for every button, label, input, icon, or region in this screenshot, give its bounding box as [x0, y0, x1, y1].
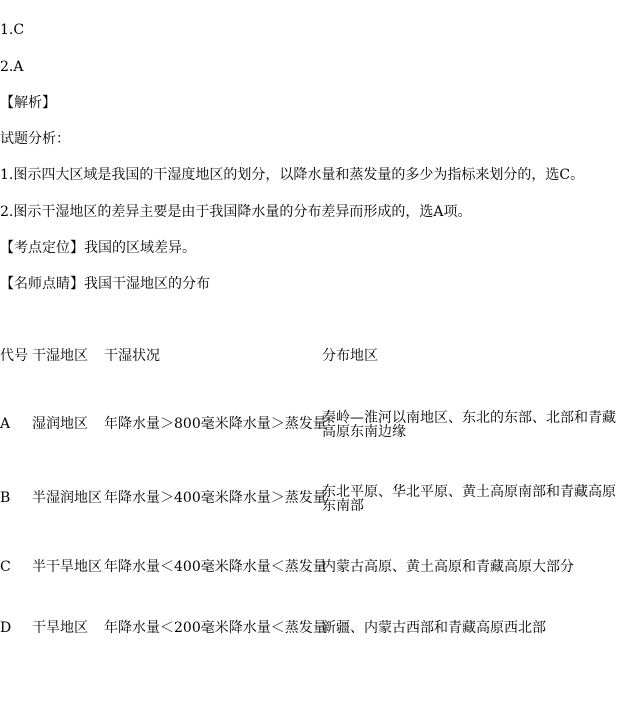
kaodian-label: 【考点定位】: [0, 240, 84, 256]
mingshi-line: [0, 276, 210, 292]
analysis-subheading: 试题分析：: [0, 131, 70, 147]
analysis-point-2: 2.图示干湿地区的差异主要是由于我国降水量的分布差异而形成的，选A项。: [0, 204, 472, 220]
row-region: 半干旱地区: [32, 559, 102, 575]
kaodian-line: [0, 240, 196, 256]
analysis-heading: 【解析】: [0, 95, 56, 111]
row-code: A: [0, 416, 11, 432]
row-status: 年降水量＜400毫米降水量＜蒸发量: [104, 559, 327, 575]
mingshi-label: 【名师点睛】: [0, 276, 84, 292]
row-region: 半湿润地区: [32, 490, 102, 506]
row-status: 年降水量＞400毫米降水量＞蒸发量: [104, 490, 327, 506]
header-distribution: 分布地区: [322, 348, 378, 364]
header-code: 代号: [0, 348, 28, 364]
row-status: 年降水量＞800毫米降水量＞蒸发量: [104, 416, 327, 432]
row-distribution: 内蒙古高原、黄土高原和青藏高原大部分: [322, 559, 574, 575]
analysis-point-1: 1.图示四大区域是我国的干湿度地区的划分，以降水量和蒸发量的多少为指标来划分的，选C。: [0, 167, 585, 183]
kaodian-text: 我国的区域差异。: [84, 240, 196, 256]
header-region: 干湿地区: [32, 348, 88, 364]
header-status: 干湿状况: [104, 348, 160, 364]
answer-1: 1.C: [0, 22, 25, 38]
row-code: D: [0, 620, 12, 636]
row-code: C: [0, 559, 11, 575]
answer-2: 2.A: [0, 59, 24, 75]
row-code: B: [0, 490, 11, 506]
row-region: 干旱地区: [32, 620, 88, 636]
mingshi-text: 我国干湿地区的分布: [84, 276, 210, 292]
row-distribution: 东北平原、华北平原、黄土高原南部和青藏高原东南部: [322, 484, 616, 514]
row-distribution: 新疆、内蒙古西部和青藏高原西北部: [322, 620, 546, 636]
row-status: 年降水量＜200毫米降水量＜蒸发量: [104, 620, 327, 636]
row-region: 湿润地区: [32, 416, 88, 432]
row-distribution: 秦岭—淮河以南地区、东北的东部、北部和青藏高原东南边缘: [322, 410, 616, 440]
